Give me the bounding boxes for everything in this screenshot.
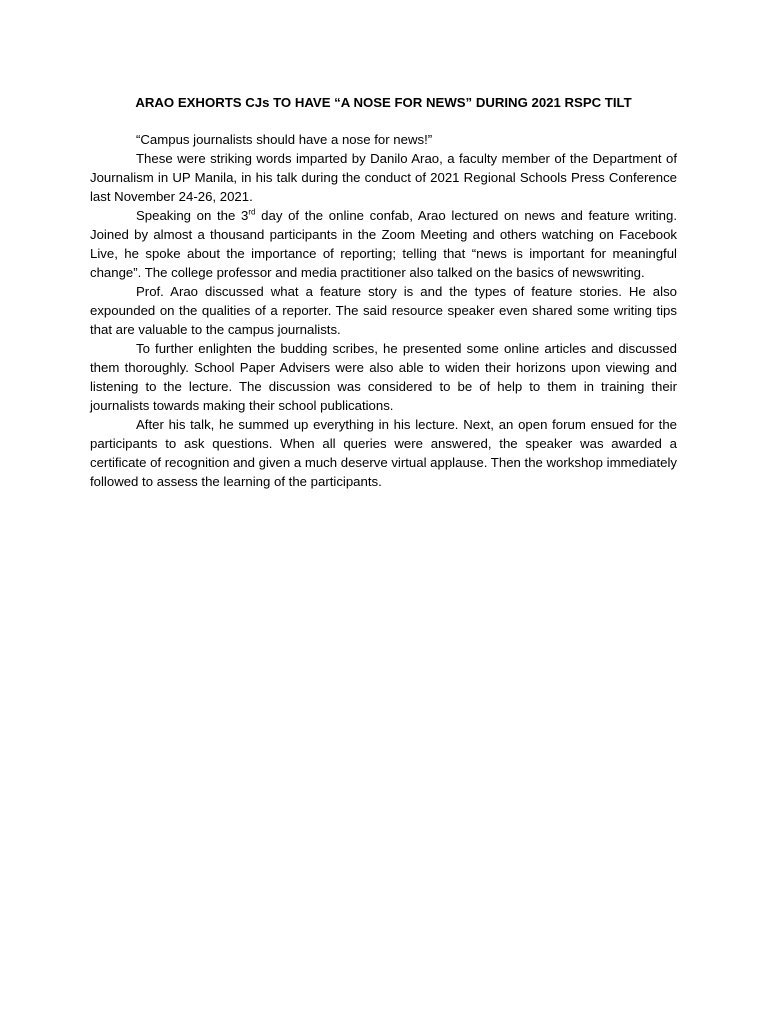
- ordinal-suffix: rd: [248, 207, 256, 217]
- paragraph-lecture-rest: day of the online confab, Arao lectured on news and feature writing. Joined by almost a thousand participants in the Zoom Meeting and others watching on Facebook Live, he spoke about the importance of reporting; telling that “news is important for meaningful change”. The college professor and media practitioner also talked on the basics of newswriting.: [90, 208, 677, 280]
- paragraph-feature-story: Prof. Arao discussed what a feature story is and the types of feature stories. He also expounded on the qualities of a reporter. The said resource speaker even shared some writing tips that are valuable to the campus journalists.: [90, 284, 677, 337]
- paragraph-online-articles: To further enlighten the budding scribes, he presented some online articles and discussed them thoroughly. School Paper Advisers were also able to widen their horizons upon viewing and listening to the lecture. The discussion was considered to be of help to them in training their journalists towards making their school publications.: [90, 341, 677, 413]
- document-page: [90, 93, 677, 491]
- article-title: ARAO EXHORTS CJs TO HAVE “A NOSE FOR NEWS” DURING 2021 RSPC TILT: [135, 95, 632, 110]
- paragraph-open-forum: After his talk, he summed up everything in his lecture. Next, an open forum ensued for the participants to ask questions. When all queries were answered, the speaker was awarded a certificate of recognition and given a much deserve virtual applause. Then the workshop immediately followed to assess the learning of the participants.: [90, 417, 677, 489]
- paragraph-quote: “Campus journalists should have a nose for news!”: [136, 132, 433, 147]
- paragraph-intro: These were striking words imparted by Danilo Arao, a faculty member of the Department of Journalism in UP Manila, in his talk during the conduct of 2021 Regional Schools Press Conference last November 24-26, 2021.: [90, 151, 677, 204]
- paragraph-lecture-start: Speaking on the 3: [136, 208, 249, 223]
- paragraph-lecture: [90, 206, 677, 282]
